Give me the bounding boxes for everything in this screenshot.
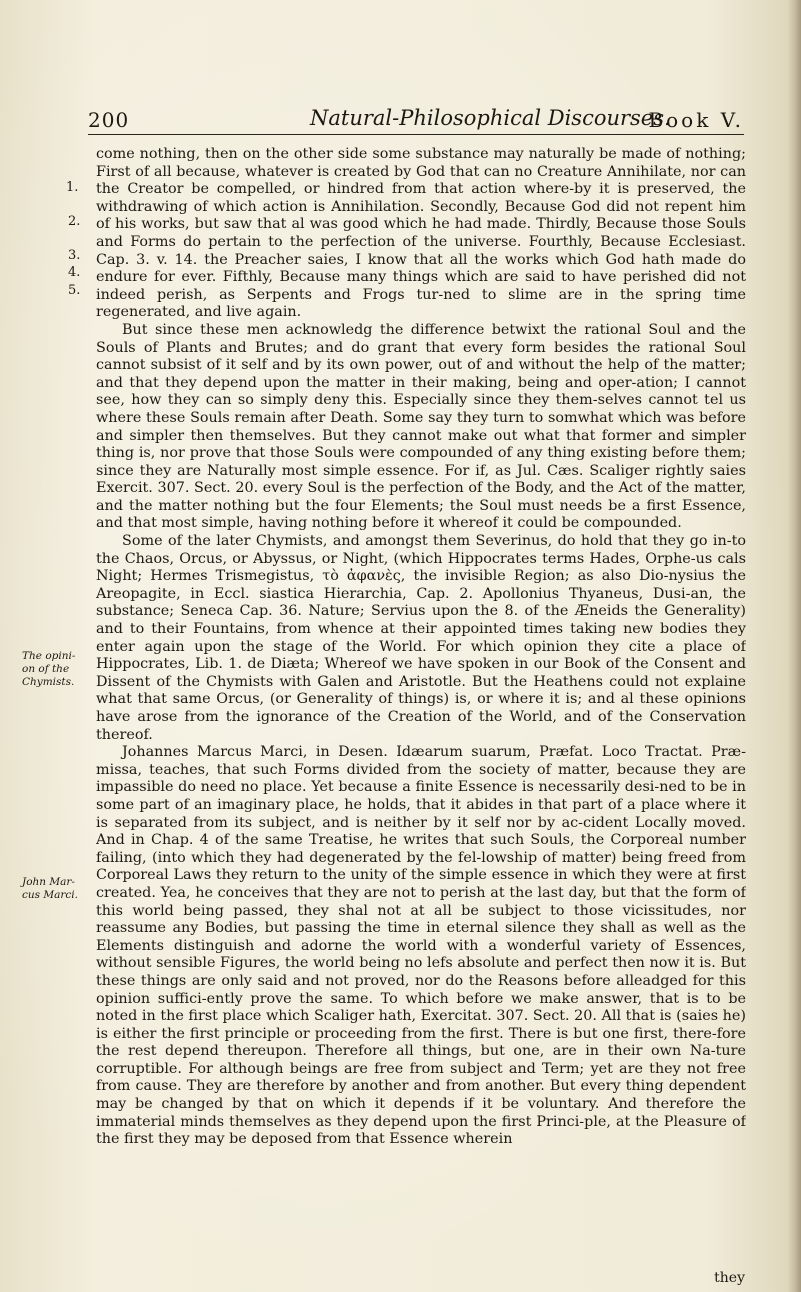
margin-number-2: 2.	[68, 214, 81, 229]
paragraph-1: come nothing, then on the other side some substance may naturally be made of nothing; First of all because, whatever is created by God that can no Creature Annihilate, nor can the Creator be compelled, or hindred from that action where-by it is preserved, the withdrawing of which action is Annihilation. Secondly, Because God did not repent him of his works, but saw that al was good which he had made. Thirdly, Because those Souls and Forms do pertain to the perfection of the universe. Fourthly, Because Ecclesiast. Cap. 3. v. 14. the Preacher saies, I know that all the works which God hath made do endure for ever. Fifthly, Because many things which are said to have perished did not indeed perish, as Serpents and Frogs tur-ned to slime are in the spring time regenerated, and live again.	[96, 146, 746, 321]
margin-number-4: 4.	[68, 265, 81, 280]
margin-note-marci-1: John Mar-	[22, 876, 75, 888]
page-number: 200	[88, 108, 130, 132]
paragraph-3: Some of the later Chymists, and amongst them Severinus, do hold that they go in-to the Chaos, Orcus, or Abyssus, or Night, (which Hippocrates terms Hades, Orphe-us cals Night; Hermes Trismegistus, τὸ ἀφανὲς, the invisible Region; as also Dio-nysius the Areopagite, in Eccl. siastica Hierarchia, Cap. 2. Apollonius Thyaneus, Dusi-an, the substance; Seneca Cap. 36. Nature; Servius upon the 8. of the Æneids the Generality) and to their Fountains, from whence at their appointed times taking new bodies they enter again upon the stage of the World. For which opinion they cite a place of Hippocrates, Lib. 1. de Diæta; Whereof we have spoken in our Book of the Consent and Dissent of the Chymists with Galen and Aristotle. But the Heathens could not explaine what that same Orcus, (or Generality of things) is, or where it is; and al these opinions have arose from the ignorance of the Creation of the World, and of the Conservation thereof.	[96, 533, 746, 743]
margin-note-marci-2: cus Marci.	[22, 889, 78, 901]
margin-number-3: 3.	[68, 248, 81, 263]
catchword: they	[714, 1270, 745, 1286]
page-header	[88, 104, 744, 134]
margin-note-chymists-1: The opini-	[22, 650, 76, 662]
margin-number-5: 5.	[68, 283, 81, 298]
margin-note-chymists-2: on of the	[22, 663, 70, 675]
margin-column	[22, 146, 94, 1246]
paragraph-2: But since these men acknowledg the difference betwixt the rational Soul and the Souls of Plants and Brutes; and do grant that every form besides the rational Soul cannot subsist of it self and by its own power, out of and without the help of the matter; and that they depend upon the matter in their making, being and oper-ation; I cannot see, how they can so simply deny this. Especially since they them-selves cannot tel us where these Souls remain after Death. Some say they turn to somwhat which was before and simpler then themselves. But they cannot make out what that former and simpler thing is, nor prove that those Souls were compounded of any thing existing before them; since they are Naturally most simple essence. For if, as Jul. Cæs. Scaliger rightly saies Exercit. 307. Sect. 20. every Soul is the perfection of the Body, and the Act of the matter, and the matter nothing but the four Elements; the Soul must needs be a first Essence, and that most simple, having nothing before it whereof it could be compounded.	[96, 321, 746, 532]
running-book-label: Book V.	[648, 108, 744, 132]
paragraph-4: Johannes Marcus Marci, in Desen. Idæarum suarum, Præfat. Loco Tractat. Præ-missa, teaches, that such Forms divided from the society of matter, because they are impassible do need no place. Yet because a finite Essence is necessarily desi-ned to be in some part of an imaginary place, he holds, that it abides in that part of a place where it is separated from its subject, and is neither by it self nor by ac-cident Locally moved. And in Chap. 4 of the same Treatise, he writes that such Souls, the Corporeal number failing, (into which they had degenerated by the fel-lowship of matter) being freed from Corporeal Laws they return to the unity of the simple essence in which they were at first created. Yea, he conceives that they are not to perish at the last day, but that the form of this world being passed, they shal not at all be subject to those vicissitudes, nor reassume any Bodies, but passing the time in eternal silence they shall as well as the Elements distinguish and adorne the world with a wonderful variety of Essences, without sensible Figures, the world being no lefs absolute and perfect then now it is. But these things are only said and not proved, nor do the Reasons before alleadged for this opinion suffici-ently prove the same. To which before we make answer, that is to be noted in the first place which Scaliger hath, Exercitat. 307. Sect. 20. All that is (saies he) is either the first principle or proceeding from the first. There is but one first, there-fore the rest depend thereupon. Therefore all things, but one, are in their own Na-ture corruptible. For although beings are free from subject and Term; yet are they not free from cause. They are therefore by another and from another. But every thing dependent may be changed by that on which it depends if it be voluntary. And therefore the immaterial minds themselves as they depend upon the first Princi-ple, at the Pleasure of the first they may be deposed from that Essence wherein	[96, 744, 746, 1148]
main-text-column	[96, 146, 746, 1266]
running-title: Natural-Philosophical Discourses.	[310, 106, 671, 130]
margin-number-1: 1.	[66, 180, 79, 195]
page-gutter-shadow	[787, 0, 801, 1292]
header-rule	[88, 134, 744, 135]
margin-note-chymists-3: Chymists.	[22, 676, 75, 688]
